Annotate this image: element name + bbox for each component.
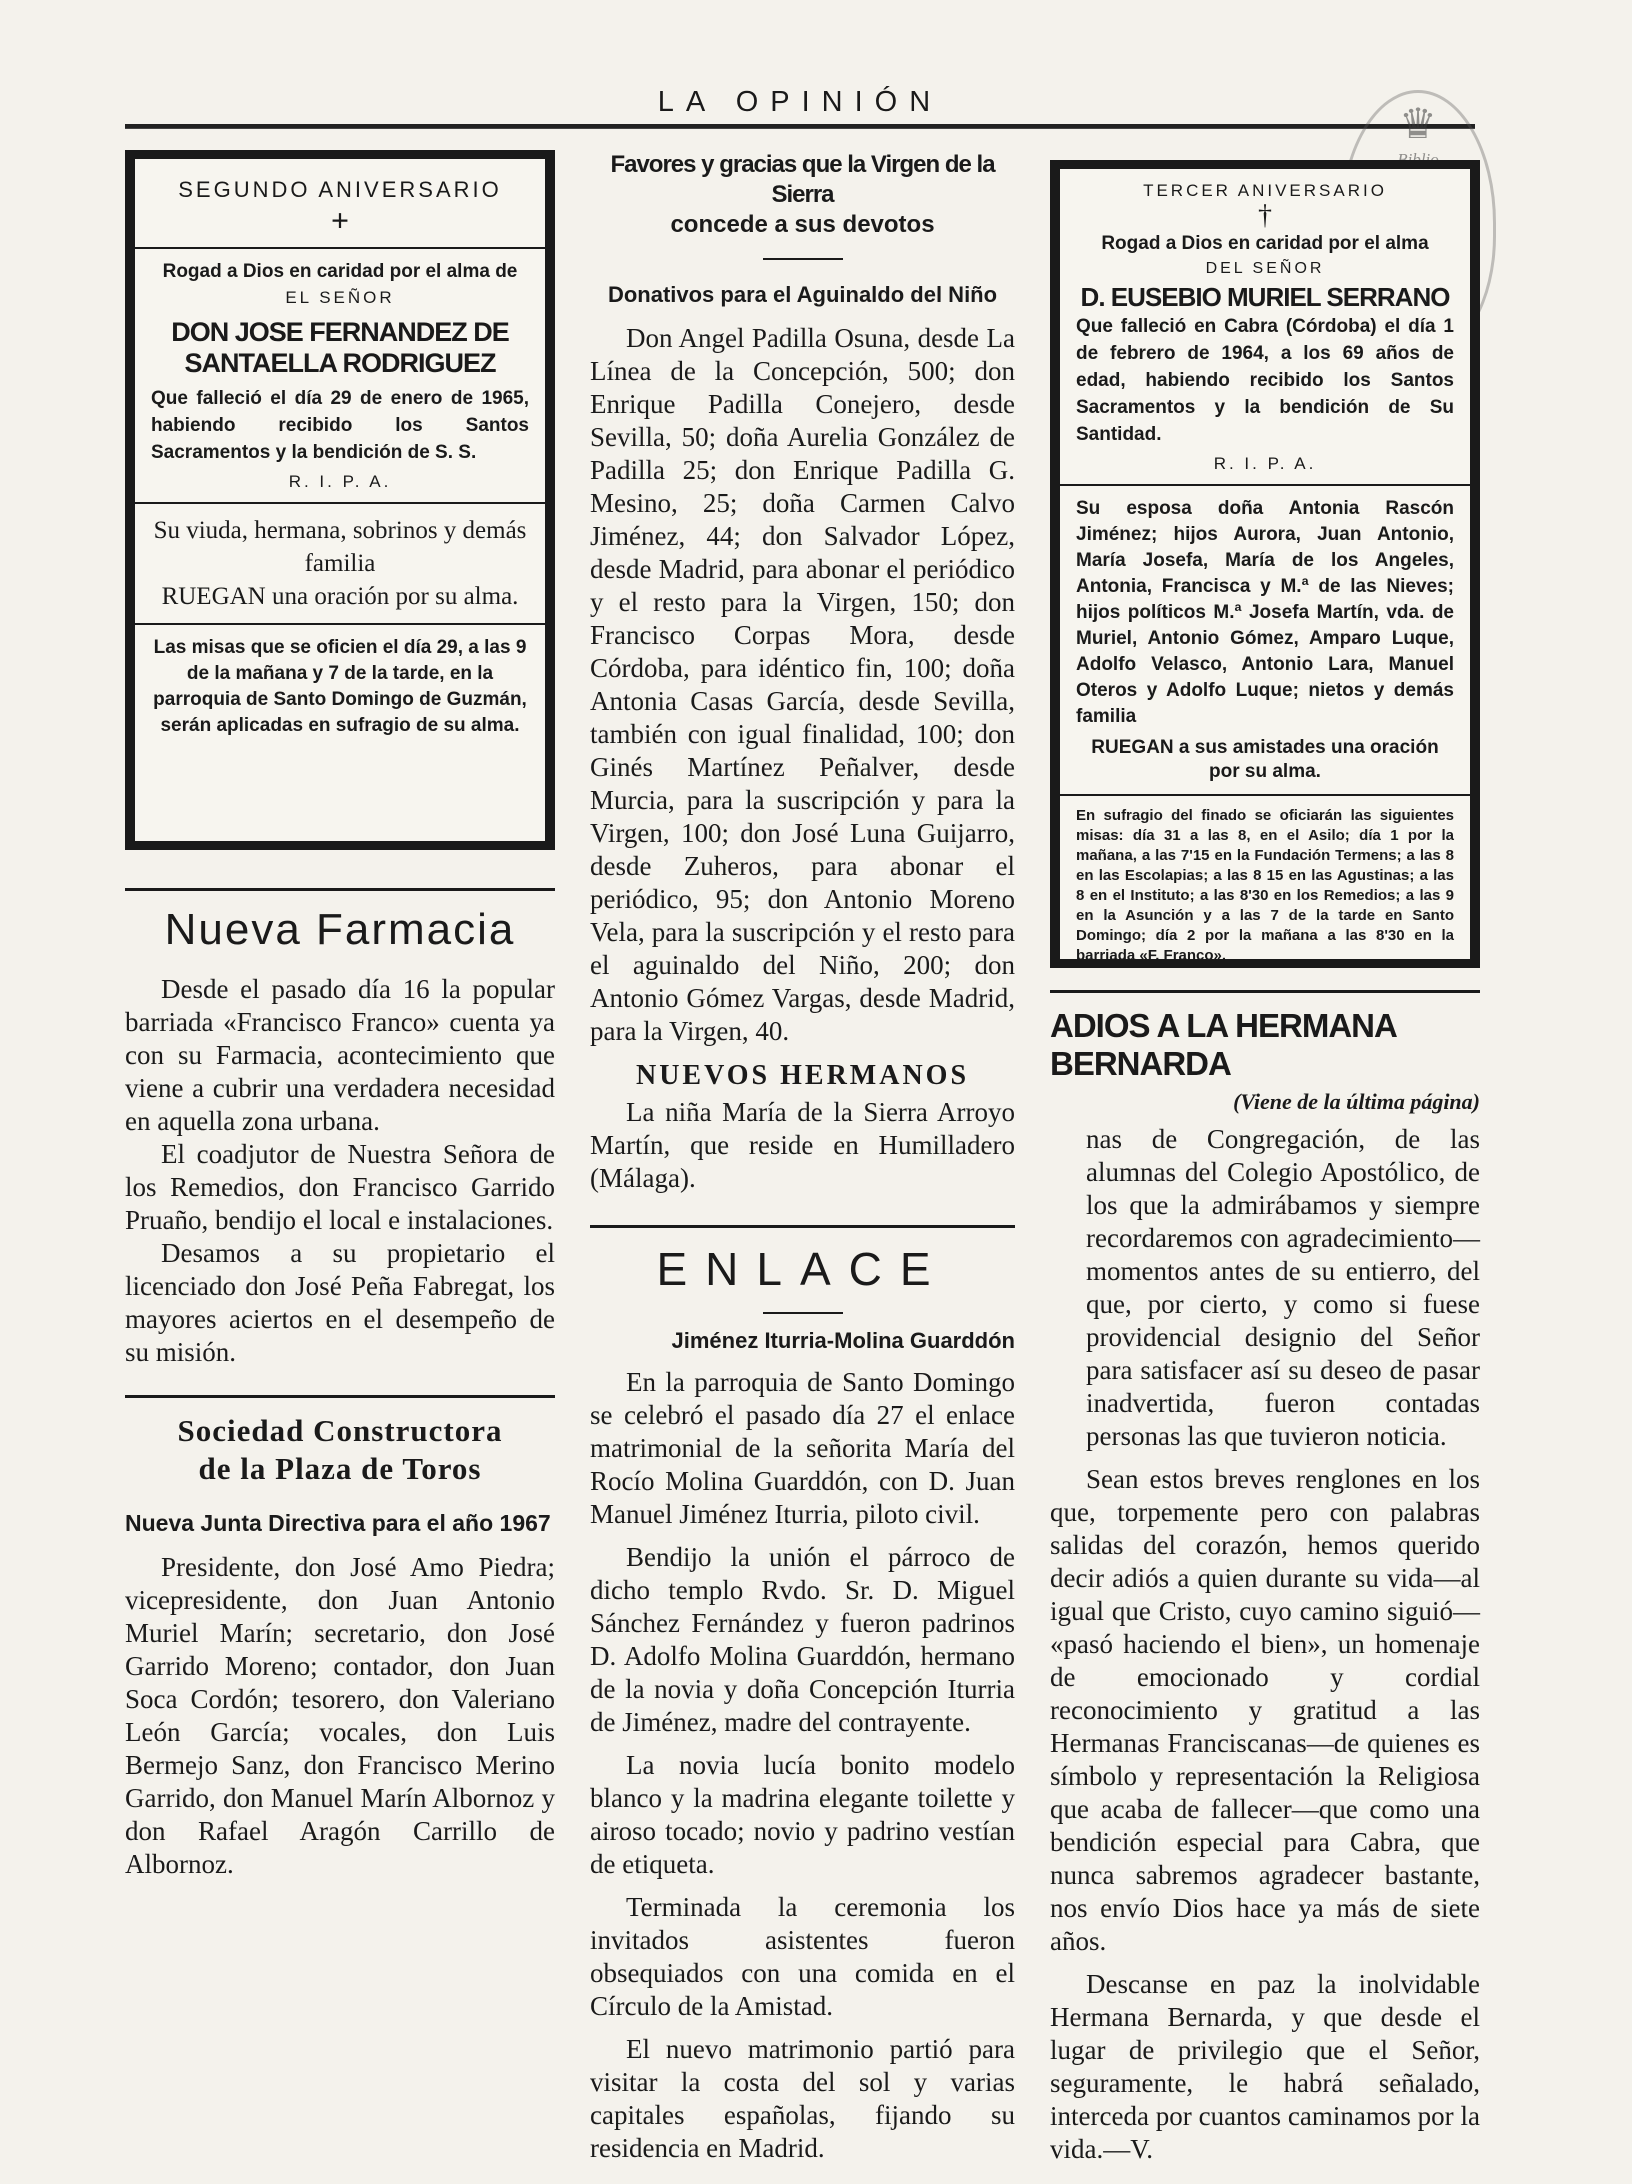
favores-subtitle: Donativos para el Aguinaldo del Niño <box>607 282 998 307</box>
farmacia-body <box>125 973 555 1369</box>
obituary-family: Su viuda, hermana, sobrinos y demás familia <box>153 517 527 577</box>
cross-icon: + <box>330 202 350 238</box>
sociedad-title-line2: de la Plaza de Toros <box>198 1451 482 1486</box>
obituary-name: D. EUSEBIO MURIEL SERRANO <box>1080 282 1450 312</box>
obituary-death: Que falleció en Cabra (Córdoba) el día 1 de febrero de 1964, a los 69 años de edad, habiendo recibido los Santos Sacramentos y la bendición de Su Santidad. <box>1076 316 1454 445</box>
enlace-title: ENLACE <box>656 1243 949 1295</box>
masthead-title: LA OPINIÓN <box>657 86 943 118</box>
obituary-box-1 <box>125 150 555 850</box>
hermanos-paragraph: La niña María de la Sierra Arroyo Martín, que reside en Humilladero (Málaga). <box>590 1097 1015 1193</box>
enlace-subtitle: Jiménez Iturria-Molina Guarddón <box>671 1328 1015 1353</box>
obituary-death: Que falleció el día 29 de enero de 1965, habiendo recibido los Santos Sacramentos y la bendición de S. S. <box>151 388 529 463</box>
adios-subtitle: (Viene de la última página) <box>1233 1089 1480 1114</box>
divider <box>135 502 545 504</box>
masthead-rule <box>125 124 1475 129</box>
favores-title-line1: Favores y gracias que la Virgen de la Sierra <box>610 151 995 208</box>
enlace-paragraph: El nuevo matrimonio partió para visitar la costa del sol y varias capitales españolas, fijando su residencia en Madrid. <box>590 2034 1015 2163</box>
enlace-paragraph: En la parroquia de Santo Domingo se celebró el pasado día 27 el enlace matrimonial de la señorita María del Rocío Molina Guarddón, con D. Juan Manuel Jiménez Iturria, piloto civil. <box>590 1367 1015 1529</box>
column-middle <box>590 150 1015 2165</box>
short-divider <box>763 258 843 260</box>
enlace-paragraph: Bendijo la unión el párroco de dicho templo Rvdo. Sr. D. Miguel Sánchez Fernández y fueron padrinos D. Adolfo Molina Guarddón, hermano de la novia y doña Concepción Iturria de Jiménez, madre del contrayente. <box>590 1542 1015 1737</box>
divider <box>1060 794 1470 796</box>
farmacia-paragraph: Desamos a su propietario el licenciado don José Peña Fabregat, los mayores aciertos en el desempeño de su misión. <box>125 1238 555 1367</box>
section-rule <box>125 1395 555 1398</box>
farmacia-paragraph: El coadjutor de Nuestra Señora de los Remedios, don Francisco Garrido Pruaño, bendijo el local e instalaciones. <box>125 1139 555 1235</box>
obituary-title-prefix: EL SEÑOR <box>285 288 395 307</box>
obituary-rip: R. I. P. A. <box>1213 454 1317 473</box>
divider <box>135 247 545 249</box>
adios-paragraph: nas de Congregación, de las alumnas del Colegio Apostólico, de los que la admirábamos y siempre recordaremos con agradecimiento—momentos antes de su entierro, del que, por cierto, y como si fuese providencial designio del Señor para satisfacer así su deseo de pasar inadvertida, fueron contadas personas las que tuvieron noticia. <box>1086 1124 1480 1451</box>
adios-paragraph: Sean estos breves renglones en los que, torpemente pero con palabras salidas del corazón, hemos querido decir adiós a quien durante su vida—al igual que Cristo, cuyo camino siguió— «pasó haciendo el bien», un homenaje de emocionado y cordial reconocimiento y gratitud a las Hermanas Franciscanas—de quienes es símbolo y representación la Religiosa que acaba de fallecer—que como una bendición especial para Cabra, que nunca sabremos agradecer bastante, nos envío Dios hace ya más de siete años. <box>1050 1464 1480 1956</box>
obituary-title-prefix: DEL SEÑOR <box>1205 260 1325 277</box>
enlace-paragraph: Terminada la ceremonia los invitados asistentes fueron obsequiados con una comida en el Círculo de la Amistad. <box>590 1892 1015 2021</box>
adios-title: ADIOS A LA HERMANA BERNARDA <box>1050 1007 1396 1082</box>
obituary-heading: SEGUNDO ANIVERSARIO <box>178 177 502 202</box>
hermanos-title: NUEVOS HERMANOS <box>635 1060 970 1091</box>
column-right <box>1050 150 1480 2166</box>
cross-icon: † <box>1258 200 1272 231</box>
obituary-rip: R. I. P. A. <box>288 472 392 491</box>
section-rule <box>1050 990 1480 993</box>
adios-paragraph: Descanse en paz la inolvidable Hermana Bernarda, y que desde el lugar de privilegio que el Señor, seguramente, le habrá señalado, interceda por cuantos caminamos por la vida.—V. <box>1050 1969 1480 2164</box>
sociedad-title-line1: Sociedad Constructora <box>177 1413 503 1448</box>
favores-title-line2: concede a sus devotos <box>670 211 935 238</box>
crown-icon: ♛ <box>1399 102 1437 148</box>
farmacia-paragraph: Desde el pasado día 16 la popular barriada «Francisco Franco» cuenta ya con su Farmacia, acontecimiento que viene a cubrir una verdadera necesidad en aquella zona urbana. <box>125 974 555 1136</box>
favores-paragraph: Don Angel Padilla Osuna, desde La Línea de la Concepción, 500; don Enrique Padilla Conejero, desde Sevilla, 50; doña Aurelia González de Padilla 25; don Enrique Padilla G. Mesino, 25; doña Carmen Calvo Jiménez, 44; don Salvador López, desde Madrid, para abonar el periódico y el resto para la Virgen, 150; don Francisco Corpas Mora, desde Córdoba, para idéntico fin, 100; doña Antonia Casas García, desde Sevilla, también con igual finalidad, 100; don Ginés Martínez Peñalver, desde Murcia, para la suscripción y para la Virgen, 100; don José Luna Guijarro, desde Zuheros, para abonar el periódico, 95; don Antonio Moreno Vela, para la suscripción y el resto para el aguinaldo del Niño, 200; don Antonio Gómez Vargas, desde Madrid, para la Virgen, 40. <box>590 323 1015 1046</box>
obituary-intro: Rogad a Dios en caridad por el alma de <box>162 261 518 282</box>
divider <box>135 623 545 625</box>
obituary-masses: En sufragio del finado se oficiarán las siguientes misas: día 31 a las 8, en el Asilo; día 1 por la mañana, a las 7'15 en la Fundación Termens; a las 8 en las Escolapias; a las 8 15 en las Agustinas; a las 8 en el Instituto; a las 8'30 en los Remedios; a las 9 en la Asunción y a las 7 de la tarde en Santo Domingo; día 2 por la mañana a las 8'30 en la barriada «F. Franco». <box>1076 807 1454 964</box>
section-rule <box>125 888 555 891</box>
section-rule <box>590 1225 1015 1228</box>
obituary-name: DON JOSE FERNANDEZ DE SANTAELLA RODRIGUEZ <box>171 317 509 378</box>
short-divider <box>763 1312 843 1314</box>
sociedad-body <box>125 1551 555 1881</box>
favores-body <box>590 322 1015 1048</box>
column-left <box>125 150 555 1881</box>
enlace-paragraph: La novia lucía bonito modelo blanco y la madrina elegante toilette y airoso tocado; novio y padrino vestían de etiqueta. <box>590 1750 1015 1879</box>
divider <box>1060 484 1470 486</box>
obituary-heading: TERCER ANIVERSARIO <box>1143 181 1387 200</box>
obituary-request: RUEGAN una oración por su alma. <box>161 583 519 610</box>
obituary-masses: Las misas que se oficien el día 29, a las 9 de la mañana y 7 de la tarde, en la parroquia de Santo Domingo de Guzmán, serán aplicadas en sufragio de su alma. <box>153 637 527 736</box>
farmacia-title: Nueva Farmacia <box>164 905 516 954</box>
hermanos-body <box>590 1096 1015 1195</box>
obituary-box-2 <box>1050 160 1480 968</box>
sociedad-paragraph: Presidente, don José Amo Piedra; vicepresidente, don Juan Antonio Muriel Marín; secretario, don José Garrido Moreno; contador, don Juan Soca Cordón; tesorero, don Valeriano León García; vocales, don Luis Bermejo Sanz, don Francisco Merino Garrido, don Manuel Marín Albornoz y don Rafael Aragón Carrillo de Albornoz. <box>125 1552 555 1879</box>
adios-body <box>1050 1123 1480 2166</box>
sociedad-subtitle: Nueva Junta Directiva para el año 1967 <box>125 1510 551 1536</box>
enlace-body <box>590 1366 1015 2165</box>
obituary-request: RUEGAN a sus amistades una oración por su alma. <box>1091 737 1439 782</box>
obituary-family: Su esposa doña Antonia Rascón Jiménez; hijos Aurora, Juan Antonio, María Josefa, María de los Angeles, Antonia, Francisca y M.ª de las Nieves; hijos políticos M.ª Josefa Martín, vda. de Muriel, Antonio Gómez, Amparo Luque, Adolfo Velasco, Antonio Lara, Manuel Oteros y Adolfo Luque; nietos y demás familia <box>1076 498 1454 727</box>
obituary-intro: Rogad a Dios en caridad por el alma <box>1101 233 1429 254</box>
